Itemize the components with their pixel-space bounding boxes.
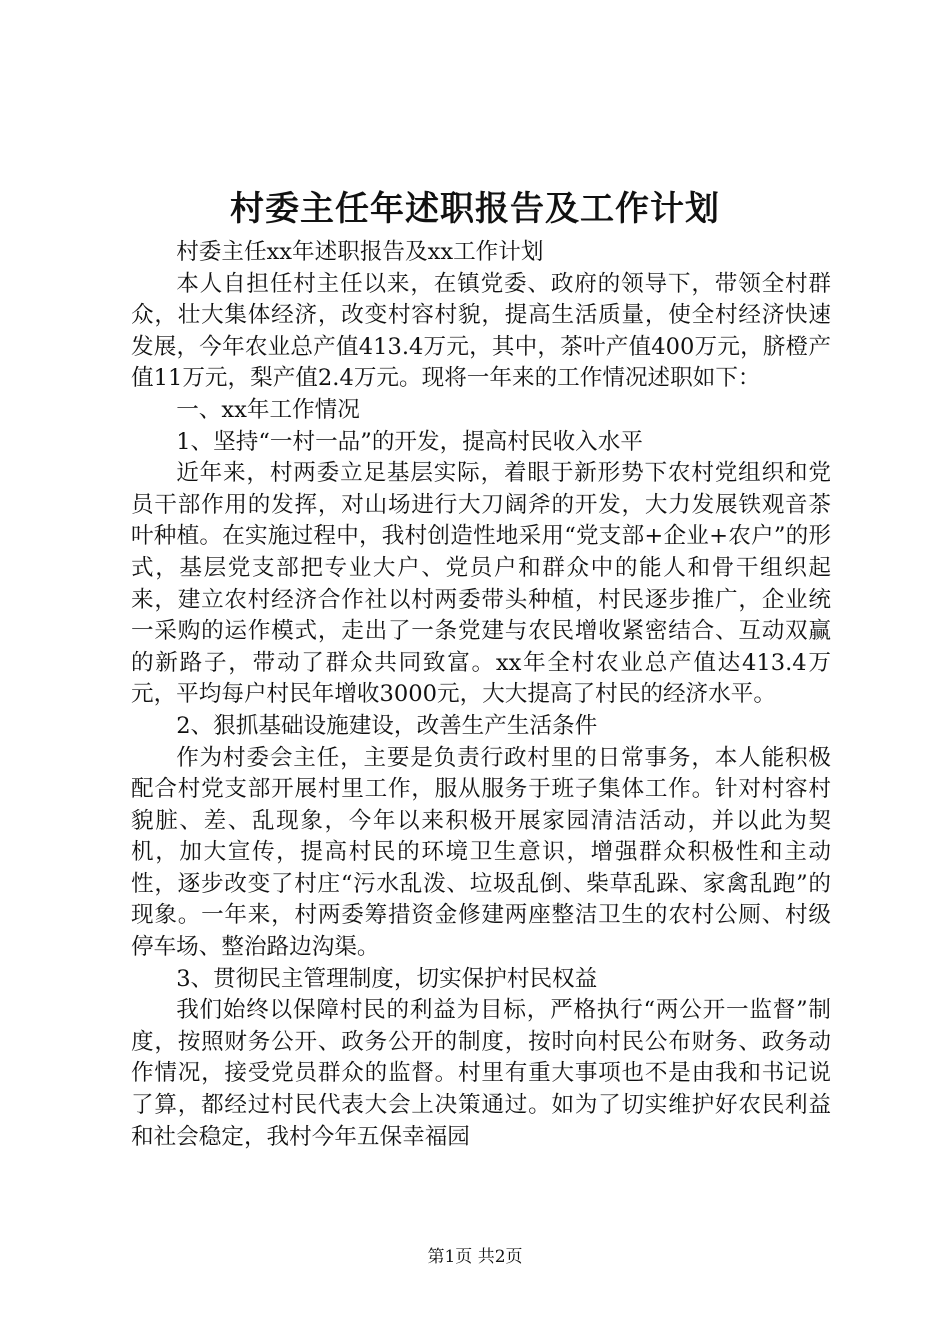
- subsection-heading: 1、坚持“一村一品”的开发，提高村民收入水平: [176, 428, 643, 455]
- subsection-heading: 2、狠抓基础设施建设，改善生产生活条件: [176, 712, 598, 739]
- paragraph: 近年来，村两委立足基层实际，着眼于新形势下农村党组织和党员干部作用的发挥，对山场进行大刀阔斧的开发，大力发展铁观音茶叶种植。在实施过程中，我村创造性地采用“党支部+企业+农户”的形式，基层党支部把专业大户、党员户和群众中的能人和骨干组织起来，建立农村经济合作社以村两委带头种植，村民逐步推广，企业统一采购的运作模式，走出了一条党建与农民增收紧密结合、互动双赢的新路子，带动了群众共同致富。xx年全村农业总产值达413.4万元，平均每户村民年增收3000元，大大提高了村民的经济水平。: [131, 460, 831, 708]
- page-number-footer: 第1页 共2页: [427, 1247, 523, 1267]
- document-title: 村委主任年述职报告及工作计划: [230, 189, 720, 229]
- document-body: [131, 237, 831, 1153]
- paragraph: 我们始终以保障村民的利益为目标，严格执行“两公开一监督”制度，按照财务公开、政务公开的制度，按时向村民公布财务、政务动作情况，接受党员群众的监督。村里有重大事项也不是由我和书记说了算，都经过村民代表大会上决策通过。如为了切实维护好农民利益和社会稳定，我村今年五保幸福园: [131, 997, 831, 1150]
- paragraph-intro: 本人自担任村主任以来，在镇党委、政府的领导下，带领全村群众，壮大集体经济，改变村容村貌，提高生活质量，使全村经济快速发展，今年农业总产值413.4万元，其中，茶叶产值400万元，脐橙产值11万元，梨产值2.4万元。现将一年来的工作情况述职如下：: [131, 270, 831, 392]
- paragraph: 作为村委会主任，主要是负责行政村里的日常事务，本人能积极配合村党支部开展村里工作，服从服务于班子集体工作。针对村容村貌脏、差、乱现象，今年以来积极开展家园清洁活动，并以此为契机，加大宣传，提高村民的环境卫生意识，增强群众积极性和主动性，逐步改变了村庄“污水乱泼、垃圾乱倒、柴草乱跺、家禽乱跑”的现象。一年来，村两委筹措资金修建两座整洁卫生的农村公厕、村级停车场、整治路边沟渠。: [131, 744, 831, 961]
- paragraph-subtitle: 村委主任xx年述职报告及xx工作计划: [176, 239, 544, 265]
- section-heading: 一、xx年工作情况: [176, 396, 360, 423]
- subsection-heading: 3、贯彻民主管理制度，切实保护村民权益: [176, 965, 598, 992]
